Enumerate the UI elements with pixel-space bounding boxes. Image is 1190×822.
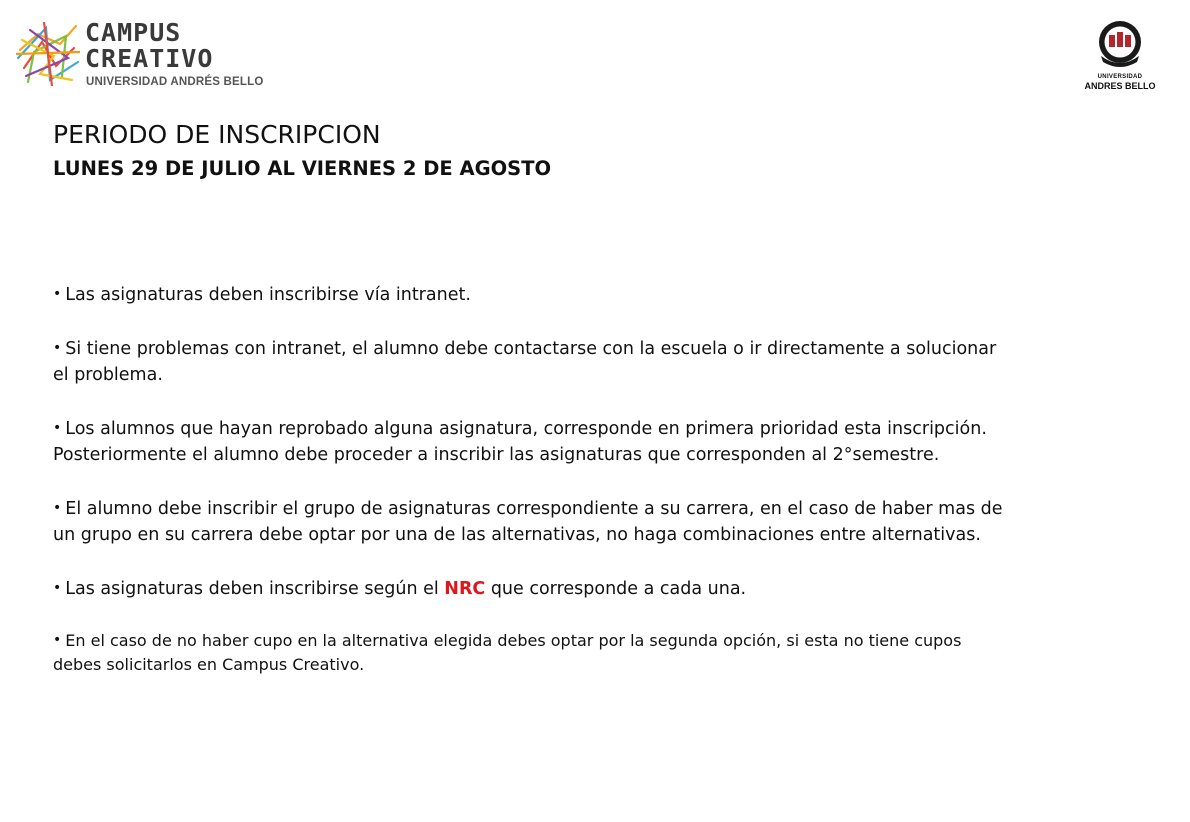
instruction-item-problems: [53, 335, 1003, 389]
instruction-text: El alumno debe inscribir el grupo de asignaturas correspondiente a su carrera, en el caso de haber mas de un grupo en su carrera debe optar por una de las alternativas, no haga combinaciones entre alternativas.: [53, 498, 1003, 545]
instruction-item-reprobado: [53, 415, 1003, 469]
page-title: PERIODO DE INSCRIPCION: [53, 120, 381, 149]
bullet-marker: •: [53, 499, 62, 516]
instruction-item-nrc: [53, 575, 1003, 603]
brand-line-creativo: CREATIVO: [85, 44, 214, 73]
instructions-list: [53, 281, 1003, 703]
instruction-text: Las asignaturas deben inscribirse vía intranet.: [65, 285, 471, 305]
instruction-item-cupos: [53, 628, 1003, 677]
bullet-marker: •: [53, 632, 62, 648]
instruction-item-intranet: [53, 281, 1003, 309]
instruction-text: En el caso de no haber cupo en la alternativa elegida debes optar por la segunda opción, si esta no tiene cupos debes solicitarlos en Campus Creativo.: [53, 631, 962, 674]
brand-line-campus: CAMPUS: [85, 18, 182, 47]
universidad-andres-bello-logo: [1083, 20, 1157, 96]
bullet-marker: •: [53, 419, 62, 436]
instruction-item-grupo: [53, 495, 1003, 549]
bullet-marker: •: [53, 286, 62, 302]
brand-subtitle: UNIVERSIDAD ANDRÉS BELLO: [86, 76, 264, 88]
instruction-text-after: que corresponde a cada una.: [485, 578, 747, 599]
campus-creativo-mark-icon: [16, 22, 80, 86]
campus-creativo-logo: [16, 18, 264, 92]
instruction-text: Los alumnos que hayan reprobado alguna asignatura, corresponde en primera prioridad esta inscripción. Posteriormente el alumno debe proceder a inscribir las asignaturas que corresponden al 2°semestre.: [53, 418, 987, 465]
instruction-text: Si tiene problemas con intranet, el alumno debe contactarse con la escuela o ir directamente a solucionar el problema.: [53, 338, 997, 385]
bullet-marker: •: [53, 579, 62, 596]
seal-text-andres-bello: ANDRES BELLO: [1084, 81, 1156, 91]
bullet-marker: •: [53, 339, 62, 356]
page-subtitle-dates: LUNES 29 DE JULIO AL VIERNES 2 DE AGOSTO: [53, 157, 552, 180]
university-seal-icon: [1097, 20, 1143, 70]
instruction-text-before: Las asignaturas deben inscribirse según el: [65, 578, 445, 599]
nrc-highlight: NRC: [444, 578, 486, 599]
seal-text-universidad: UNIVERSIDAD: [1097, 74, 1143, 80]
